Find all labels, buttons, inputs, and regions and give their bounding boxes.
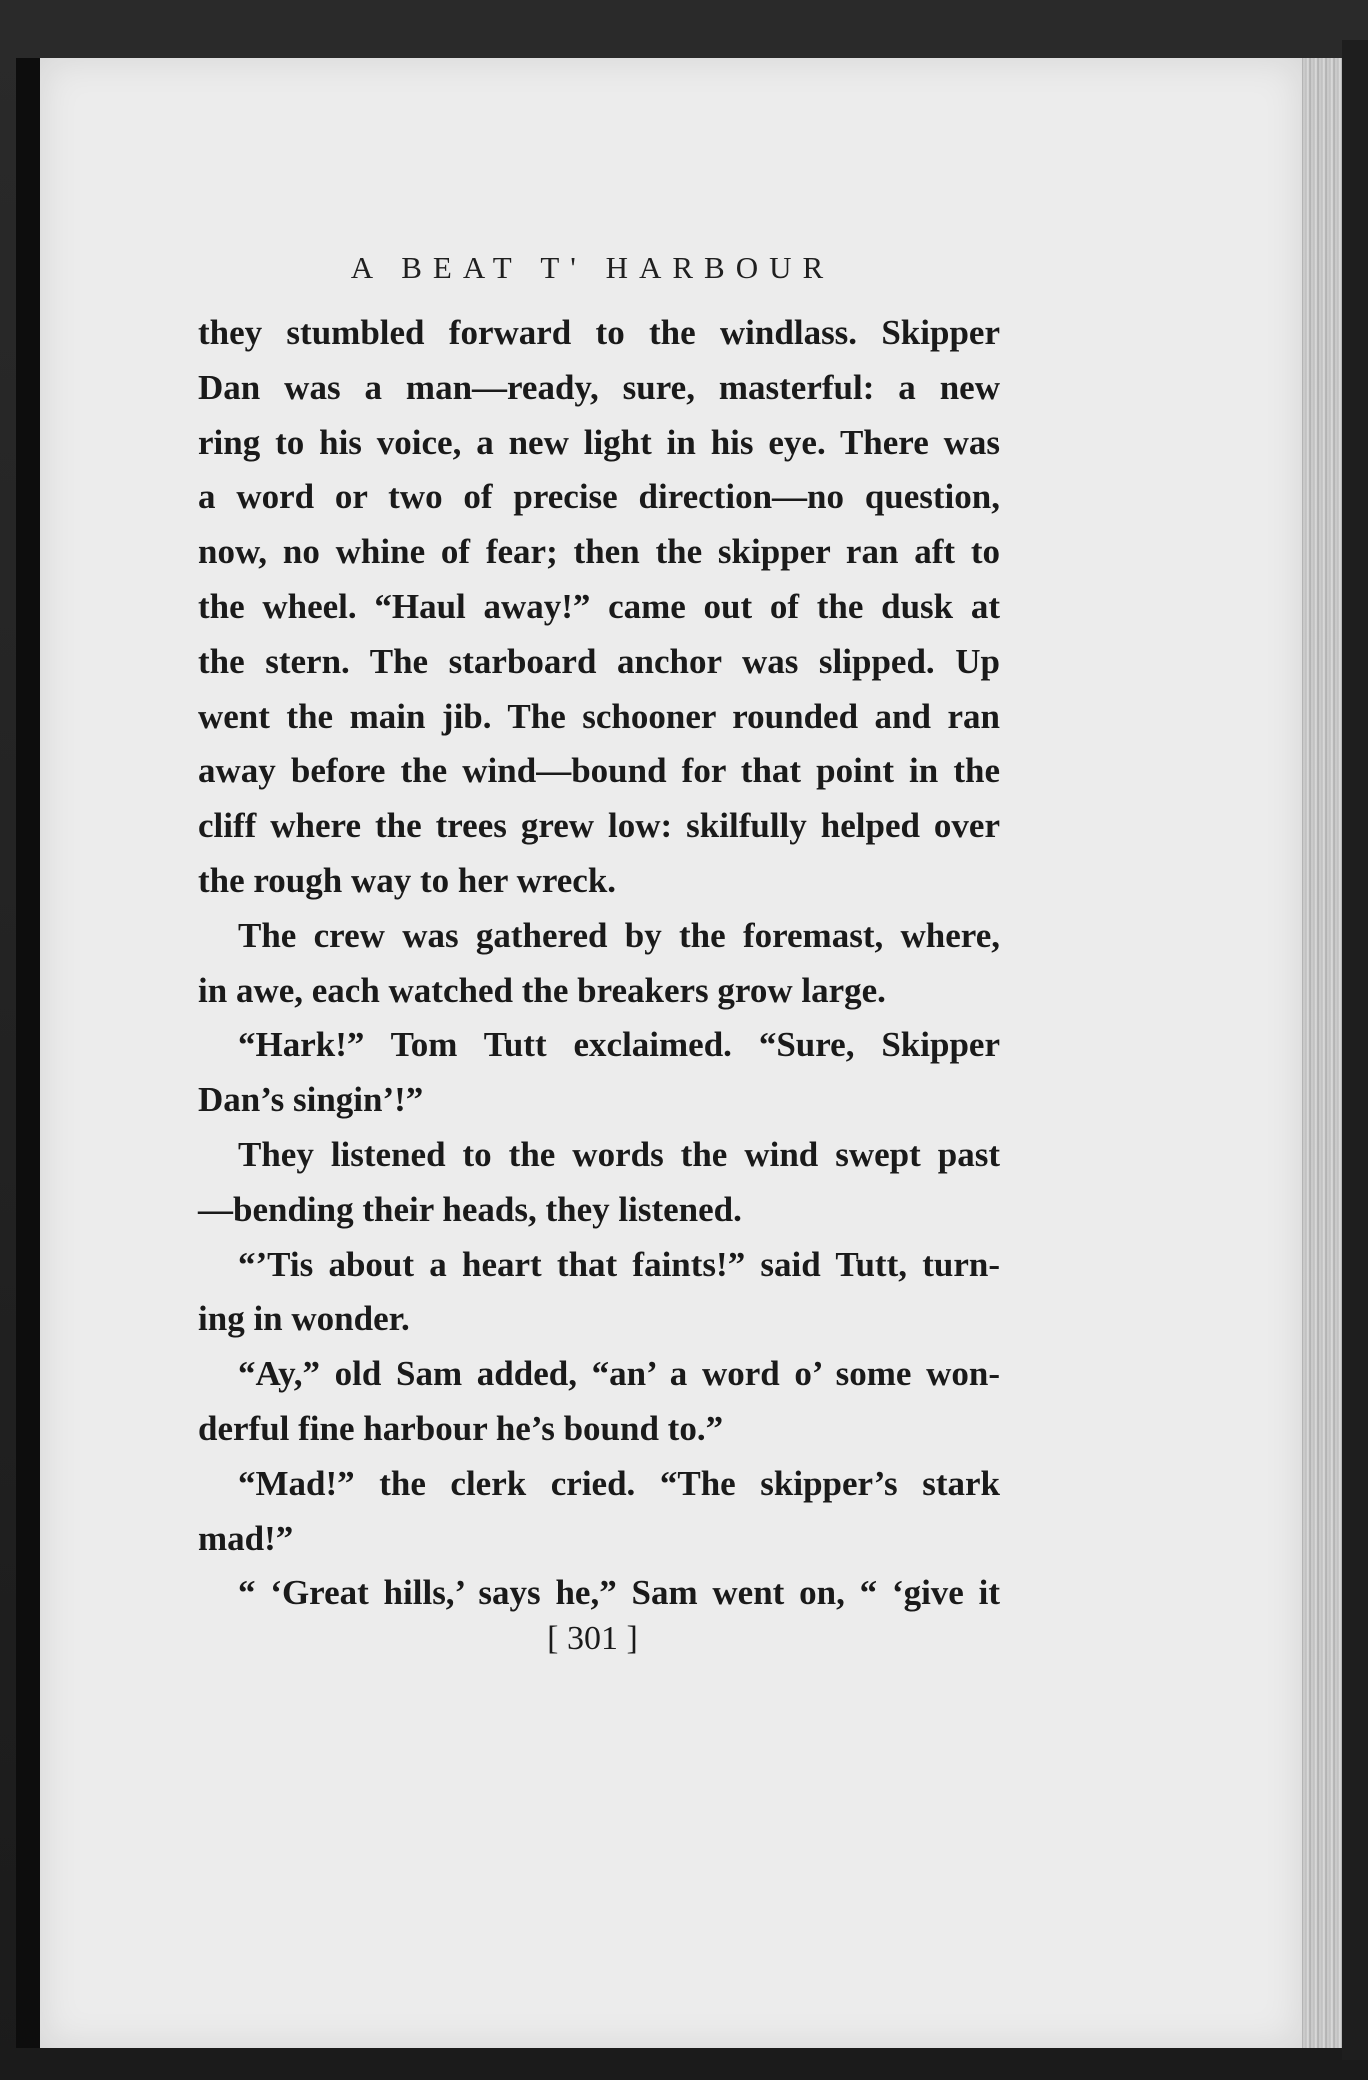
text-line: “Ay,” old Sam added, “an’ a word o’ some won- — [238, 1354, 1000, 1394]
page-number: [ 301 ] — [547, 1620, 638, 1657]
text-line: went the main jib. The schooner rounded and ran — [198, 696, 1000, 736]
text-line: they stumbled forward to the windlass. Skipper — [198, 313, 1000, 352]
text-line: “ ‘Great hills,’ says he,” Sam went on, “ ‘give it — [238, 1573, 1000, 1613]
text-line: a word or two of precise direction—no question, — [198, 477, 1000, 517]
body-text — [198, 306, 1000, 1621]
text-line: “Hark!” Tom Tutt exclaimed. “Sure, Skipper — [238, 1025, 1000, 1065]
text-line: “’Tis about a heart that faints!” said Tutt, turn- — [238, 1244, 1000, 1284]
text-line: Dan was a man—ready, sure, masterful: a new — [198, 367, 1000, 407]
text-line: “Mad!” the clerk cried. “The skipper’s stark — [238, 1463, 1000, 1503]
text-line: derful fine harbour he’s bound to.” — [198, 1408, 724, 1448]
text-line: now, no whine of fear; then the skipper ran aft to — [198, 532, 1000, 572]
book-gutter — [16, 58, 40, 2048]
text-line: Dan’s singin’!” — [198, 1080, 424, 1120]
text-line: ring to his voice, a new light in his eye. There was — [198, 422, 1000, 462]
book-page — [40, 58, 1302, 2048]
text-line: the rough way to her wreck. — [198, 860, 617, 900]
book-edge-shadow — [1342, 40, 1368, 2060]
text-line: the stern. The starboard anchor was slipped. Up — [198, 641, 1000, 681]
text-line: —bending their heads, they listened. — [198, 1189, 742, 1229]
running-head: A BEAT T' HARBOUR — [350, 250, 835, 285]
text-line: mad!” — [198, 1518, 294, 1558]
text-line: cliff where the trees grew low: skilfully helped over — [198, 806, 1000, 846]
text-line: in awe, each watched the breakers grow large. — [198, 970, 886, 1010]
text-line: They listened to the words the wind swept past — [238, 1134, 1000, 1174]
text-line: away before the wind—bound for that point in the — [198, 751, 1000, 791]
text-line: ing in wonder. — [198, 1299, 410, 1339]
text-line: the wheel. “Haul away!” came out of the dusk at — [198, 586, 1000, 626]
text-line: The crew was gathered by the foremast, where, — [238, 915, 1000, 955]
